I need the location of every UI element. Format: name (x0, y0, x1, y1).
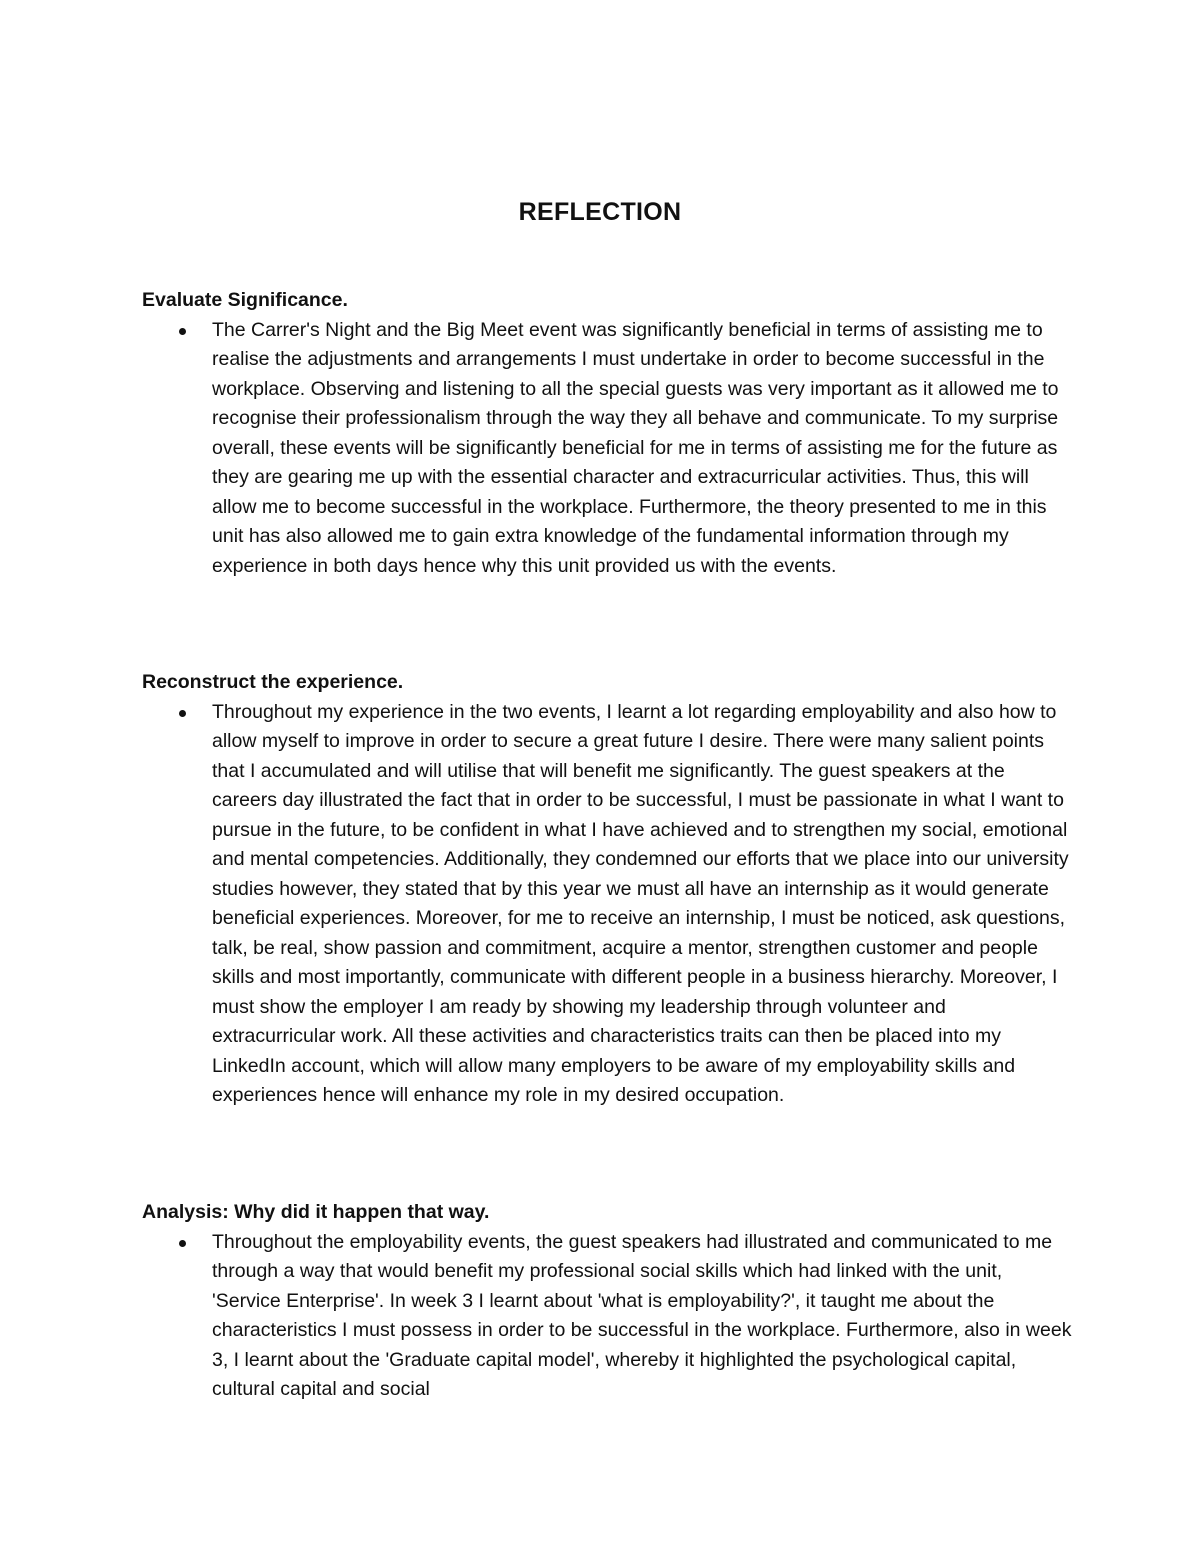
bullet-list (142, 316, 1082, 582)
section-evaluate-significance (142, 286, 1082, 581)
bullet-text: The Carrer's Night and the Big Meet event was significantly beneficial in terms of assisting me to realise the adjustments and arrangements I must undertake in order to become successful in the workplace. Observing and listening to all the special guests was very important as it allowed me to recognise their professionalism through the way they all behave and communicate. To my surprise overall, these events will be significantly beneficial for me in terms of assisting me for the future as they are gearing me up with the essential character and extracurricular activities. Thus, this will allow me to become successful in the workplace. Furthermore, the theory presented to me in this unit has also allowed me to gain extra knowledge of the fundamental information through my experience in both days hence why this unit provided us with the events. (212, 318, 1059, 577)
bullet-icon (179, 328, 186, 335)
bullet-list (142, 698, 1082, 1111)
list-item (142, 316, 1082, 582)
page-title: REFLECTION (518, 198, 682, 226)
bullet-list (142, 1228, 1082, 1405)
section-heading: Evaluate Significance. (142, 289, 348, 311)
bullet-icon (179, 1240, 186, 1247)
bullet-text: Throughout the employability events, the guest speakers had illustrated and communicated to me through a way that would benefit my professional social skills which had linked with the unit, 'Service Enterprise'. In week 3 I learnt about 'what is employability?', it taught me about the characteristics I must possess in order to be successful in the workplace. Furthermore, also in week 3, I learnt about the 'Graduate capital model', whereby it highlighted the psychological capital, cultural capital and social (212, 1230, 1072, 1400)
section-reconstruct-experience (142, 668, 1082, 1111)
bullet-text: Throughout my experience in the two events, I learnt a lot regarding employability and also how to allow myself to improve in order to secure a great future I desire. There were many salient points that I accumulated and will utilise that will benefit me significantly. The guest speakers at the careers day illustrated the fact that in order to be successful, I must be passionate in what I want to pursue in the future, to be confident in what I have achieved and to strengthen my social, emotional and mental competencies. Additionally, they condemned our efforts that we place into our university studies however, they stated that by this year we must all have an internship as it would generate beneficial experiences. Moreover, for me to receive an internship, I must be noticed, ask questions, talk, be real, show passion and commitment, acquire a mentor, strengthen customer and people skills and most importantly, communicate with different people in a business hierarchy. Moreover, I must show the employer I am ready by showing my leadership through volunteer and extracurricular work. All these activities and characteristics traits can then be placed into my LinkedIn account, which will allow many employers to be aware of my employability skills and experiences hence will enhance my role in my desired occupation. (212, 700, 1069, 1106)
section-heading: Reconstruct the experience. (142, 671, 404, 693)
bullet-icon (179, 710, 186, 717)
section-analysis (142, 1198, 1082, 1405)
section-heading: Analysis: Why did it happen that way. (142, 1201, 490, 1223)
list-item (142, 1228, 1082, 1405)
list-item (142, 698, 1082, 1111)
